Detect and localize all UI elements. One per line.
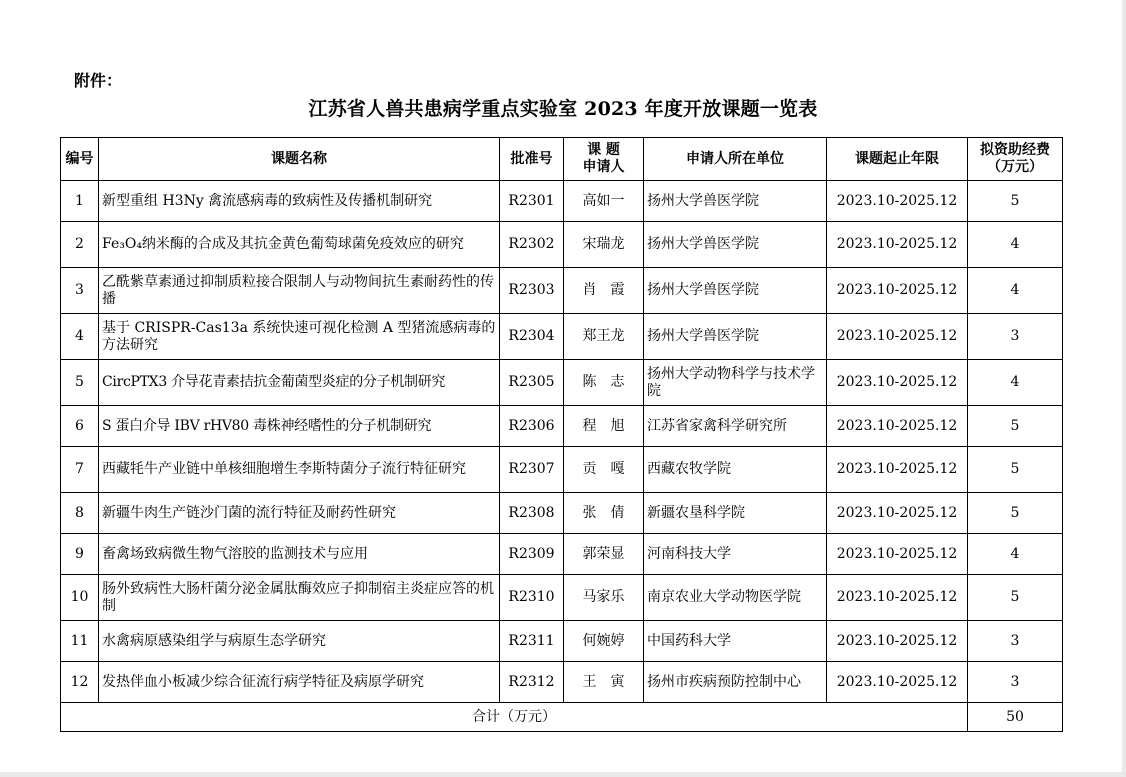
row-applicant: 王 寅: [564, 662, 644, 703]
row-applicant: 马家乐: [564, 575, 644, 621]
row-no: 11: [61, 621, 99, 662]
row-unit: 西藏农牧学院: [644, 447, 827, 493]
row-unit: 扬州大学兽医学院: [644, 268, 827, 314]
table-row: [61, 621, 1063, 662]
row-no: 5: [61, 360, 99, 406]
row-period: 2023.10-2025.12: [827, 493, 968, 534]
row-approval: R2302: [500, 222, 564, 268]
row-funding: 4: [968, 360, 1063, 406]
row-no: 7: [61, 447, 99, 493]
row-funding: 3: [968, 662, 1063, 703]
document-title: 江苏省人兽共患病学重点实验室 2023 年度开放课题一览表: [308, 98, 818, 120]
table-row: [61, 268, 1063, 314]
table-row: [61, 360, 1063, 406]
total-row: [61, 703, 1063, 732]
row-period: 2023.10-2025.12: [827, 268, 968, 314]
row-approval: R2312: [500, 662, 564, 703]
row-unit: 中国药科大学: [644, 621, 827, 662]
table-row: [61, 314, 1063, 360]
row-funding: 4: [968, 222, 1063, 268]
row-funding: 5: [968, 406, 1063, 447]
row-unit: 扬州市疾病预防控制中心: [644, 662, 827, 703]
header-applicant: [564, 138, 644, 181]
row-approval: R2309: [500, 534, 564, 575]
row-applicant: 肖 霞: [564, 268, 644, 314]
row-applicant: 张 倩: [564, 493, 644, 534]
row-name: 新型重组 H3Ny 禽流感病毒的致病性及传播机制研究: [99, 181, 500, 222]
row-period: 2023.10-2025.12: [827, 222, 968, 268]
project-table: [60, 137, 1063, 732]
table-row: [61, 575, 1063, 621]
row-funding: 3: [968, 314, 1063, 360]
row-name: 肠外致病性大肠杆菌分泌金属肽酶效应子抑制宿主炎症应答的机制: [99, 575, 500, 621]
row-unit: 扬州大学兽医学院: [644, 314, 827, 360]
row-no: 8: [61, 493, 99, 534]
header-applicant-line1: 课 题: [587, 142, 620, 158]
row-name: 基于 CRISPR-Cas13a 系统快速可视化检测 A 型猪流感病毒的方法研究: [99, 314, 500, 360]
row-applicant: 宋瑞龙: [564, 222, 644, 268]
row-funding: 4: [968, 268, 1063, 314]
row-no: 12: [61, 662, 99, 703]
row-unit: 扬州大学兽医学院: [644, 181, 827, 222]
row-no: 10: [61, 575, 99, 621]
table-row: [61, 447, 1063, 493]
row-period: 2023.10-2025.12: [827, 575, 968, 621]
row-unit: 扬州大学兽医学院: [644, 222, 827, 268]
row-no: 9: [61, 534, 99, 575]
table-row: [61, 534, 1063, 575]
row-approval: R2308: [500, 493, 564, 534]
table-row: [61, 181, 1063, 222]
row-period: 2023.10-2025.12: [827, 534, 968, 575]
row-applicant: 何婉婷: [564, 621, 644, 662]
row-name: Fe₃O₄纳米酶的合成及其抗金黄色葡萄球菌免疫效应的研究: [99, 222, 500, 268]
row-no: 1: [61, 181, 99, 222]
header-unit: 申请人所在单位: [644, 138, 827, 181]
row-funding: 4: [968, 534, 1063, 575]
row-unit: 江苏省家禽科学研究所: [644, 406, 827, 447]
row-name: 水禽病原感染组学与病原生态学研究: [99, 621, 500, 662]
header-funding: [968, 138, 1063, 181]
row-applicant: 郑王龙: [564, 314, 644, 360]
row-funding: 5: [968, 447, 1063, 493]
row-name: S 蛋白介导 IBV rHV80 毒株神经嗜性的分子机制研究: [99, 406, 500, 447]
row-applicant: 高如一: [564, 181, 644, 222]
row-unit: 新疆农垦科学院: [644, 493, 827, 534]
row-no: 2: [61, 222, 99, 268]
row-unit: 河南科技大学: [644, 534, 827, 575]
row-period: 2023.10-2025.12: [827, 447, 968, 493]
row-unit: 扬州大学动物科学与技术学院: [644, 360, 827, 406]
row-funding: 5: [968, 181, 1063, 222]
table-row: [61, 406, 1063, 447]
row-applicant: 程 旭: [564, 406, 644, 447]
row-no: 3: [61, 268, 99, 314]
header-approval: 批准号: [500, 138, 564, 181]
row-approval: R2307: [500, 447, 564, 493]
total-value: 50: [968, 703, 1063, 732]
row-no: 4: [61, 314, 99, 360]
row-period: 2023.10-2025.12: [827, 360, 968, 406]
header-name: 课题名称: [99, 138, 500, 181]
table-row: [61, 222, 1063, 268]
row-approval: R2306: [500, 406, 564, 447]
row-name: 西藏牦牛产业链中单核细胞增生李斯特菌分子流行特征研究: [99, 447, 500, 493]
header-row: [61, 138, 1063, 181]
header-applicant-line2: 申请人: [582, 159, 625, 175]
row-period: 2023.10-2025.12: [827, 662, 968, 703]
row-no: 6: [61, 406, 99, 447]
row-approval: R2304: [500, 314, 564, 360]
row-name: 畜禽场致病微生物气溶胶的监测技术与应用: [99, 534, 500, 575]
row-approval: R2303: [500, 268, 564, 314]
row-funding: 5: [968, 575, 1063, 621]
row-name: 新疆牛肉生产链沙门菌的流行特征及耐药性研究: [99, 493, 500, 534]
row-name: 乙酰紫草素通过抑制质粒接合限制人与动物间抗生素耐药性的传播: [99, 268, 500, 314]
row-applicant: 陈 志: [564, 360, 644, 406]
row-name: 发热伴血小板减少综合征流行病学特征及病原学研究: [99, 662, 500, 703]
row-applicant: 贡 嘎: [564, 447, 644, 493]
row-period: 2023.10-2025.12: [827, 314, 968, 360]
row-approval: R2305: [500, 360, 564, 406]
row-period: 2023.10-2025.12: [827, 621, 968, 662]
row-funding: 3: [968, 621, 1063, 662]
row-period: 2023.10-2025.12: [827, 181, 968, 222]
total-label: 合计（万元）: [61, 703, 968, 732]
attachment-label: 附件：: [74, 71, 123, 90]
header-period: 课题起止年限: [827, 138, 968, 181]
table-row: [61, 662, 1063, 703]
header-funding-line1: 拟资助经费: [980, 142, 1050, 158]
row-period: 2023.10-2025.12: [827, 406, 968, 447]
row-approval: R2311: [500, 621, 564, 662]
row-unit: 南京农业大学动物医学院: [644, 575, 827, 621]
row-approval: R2310: [500, 575, 564, 621]
row-approval: R2301: [500, 181, 564, 222]
row-funding: 5: [968, 493, 1063, 534]
header-funding-line2: （万元）: [987, 159, 1043, 175]
page-edge-bottom: [0, 772, 1126, 777]
table-row: [61, 493, 1063, 534]
row-applicant: 郭荣显: [564, 534, 644, 575]
row-name: CircPTX3 介导花青素拮抗金葡菌型炎症的分子机制研究: [99, 360, 500, 406]
header-no: 编号: [61, 138, 99, 181]
